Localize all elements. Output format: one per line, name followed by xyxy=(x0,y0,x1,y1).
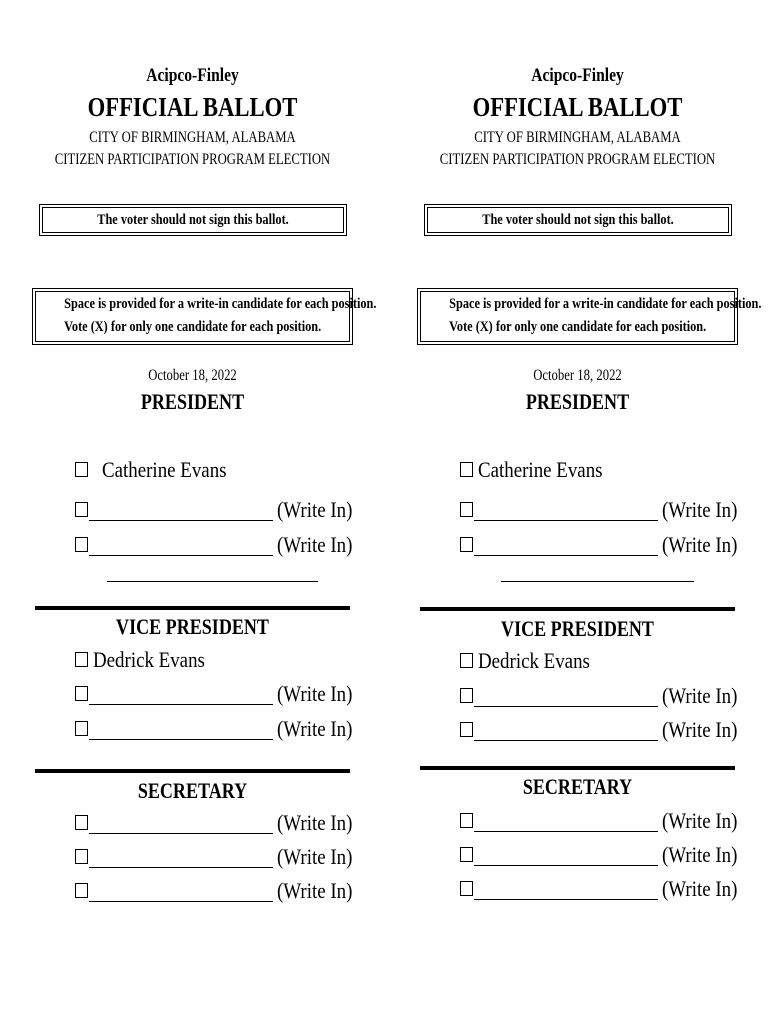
candidate-name: Dedrick Evans xyxy=(478,648,590,673)
write-in-row xyxy=(460,876,760,906)
write-in-line[interactable] xyxy=(89,555,273,556)
write-in-line[interactable] xyxy=(474,740,658,741)
write-in-row xyxy=(75,497,375,527)
city-name: CITY OF BIRMINGHAM, ALABAMA xyxy=(474,129,681,146)
write-in-label: (Write In) xyxy=(277,844,353,869)
write-in-notice-line-1: Space is provided for a write-in candidate for each position. xyxy=(449,296,762,312)
write-in-line[interactable] xyxy=(474,865,658,866)
office-title-president: PRESIDENT xyxy=(140,389,245,414)
election-date: October 18, 2022 xyxy=(533,367,622,384)
candidate-name: Catherine Evans xyxy=(478,457,603,482)
write-in-row xyxy=(75,844,375,874)
vote-checkbox[interactable] xyxy=(75,721,88,736)
write-in-row xyxy=(460,842,760,872)
write-in-row xyxy=(75,681,375,711)
write-in-line[interactable] xyxy=(474,706,658,707)
write-in-label: (Write In) xyxy=(662,876,738,901)
no-sign-notice-text: The voter should not sign this ballot. xyxy=(97,212,289,228)
write-in-label: (Write In) xyxy=(277,532,353,557)
no-sign-notice xyxy=(42,207,344,233)
write-in-line[interactable] xyxy=(89,833,273,834)
ballot-title: OFFICIAL BALLOT xyxy=(87,92,298,122)
vote-checkbox[interactable] xyxy=(75,686,88,701)
office-title-president: PRESIDENT xyxy=(525,389,630,414)
election-name: CITIZEN PARTICIPATION PROGRAM ELECTION xyxy=(54,151,331,168)
write-in-row xyxy=(75,532,375,562)
write-in-row xyxy=(460,532,760,562)
section-rule xyxy=(501,581,694,582)
vote-checkbox[interactable] xyxy=(460,653,473,668)
office-title-secretary: SECRETARY xyxy=(522,774,633,799)
section-divider xyxy=(420,766,735,770)
write-in-label: (Write In) xyxy=(662,497,738,522)
write-in-notice xyxy=(35,291,377,342)
write-in-notice-line-2: Vote (X) for only one candidate for each position. xyxy=(449,319,707,335)
office-title-vice-president: VICE PRESIDENT xyxy=(501,616,654,641)
write-in-label: (Write In) xyxy=(277,810,353,835)
vote-checkbox[interactable] xyxy=(460,502,473,517)
write-in-label: (Write In) xyxy=(662,808,738,833)
vote-checkbox[interactable] xyxy=(75,849,88,864)
vote-checkbox[interactable] xyxy=(75,462,88,477)
office-title-secretary: SECRETARY xyxy=(137,778,248,803)
vote-checkbox[interactable] xyxy=(75,537,88,552)
write-in-notice-line-2: Vote (X) for only one candidate for each position. xyxy=(64,319,322,335)
write-in-line[interactable] xyxy=(474,555,658,556)
section-rule xyxy=(107,581,318,582)
write-in-label: (Write In) xyxy=(277,878,353,903)
district-name: Acipco-Finley xyxy=(146,65,239,86)
candidate-name: Dedrick Evans xyxy=(93,647,205,672)
write-in-row xyxy=(460,497,760,527)
city-name: CITY OF BIRMINGHAM, ALABAMA xyxy=(89,129,296,146)
vote-checkbox[interactable] xyxy=(75,502,88,517)
district-name: Acipco-Finley xyxy=(531,65,624,86)
write-in-notice xyxy=(420,291,762,342)
candidate-row xyxy=(460,457,760,487)
write-in-label: (Write In) xyxy=(277,716,353,741)
write-in-line[interactable] xyxy=(89,739,273,740)
write-in-row xyxy=(75,716,375,746)
section-divider xyxy=(420,607,735,611)
vote-checkbox[interactable] xyxy=(75,815,88,830)
write-in-label: (Write In) xyxy=(277,681,353,706)
write-in-row xyxy=(460,808,760,838)
vote-checkbox[interactable] xyxy=(460,881,473,896)
vote-checkbox[interactable] xyxy=(460,462,473,477)
election-date: October 18, 2022 xyxy=(148,367,237,384)
ballot-title: OFFICIAL BALLOT xyxy=(472,92,683,122)
write-in-line[interactable] xyxy=(474,520,658,521)
write-in-line[interactable] xyxy=(89,704,273,705)
office-title-vice-president: VICE PRESIDENT xyxy=(116,614,269,639)
write-in-line[interactable] xyxy=(89,520,273,521)
candidate-name: Catherine Evans xyxy=(102,457,227,482)
write-in-notice-line-1: Space is provided for a write-in candidate for each position. xyxy=(64,296,377,312)
write-in-row xyxy=(75,878,375,908)
vote-checkbox[interactable] xyxy=(75,883,88,898)
write-in-line[interactable] xyxy=(89,901,273,902)
section-divider xyxy=(35,769,350,773)
write-in-line[interactable] xyxy=(474,831,658,832)
vote-checkbox[interactable] xyxy=(460,722,473,737)
candidate-row xyxy=(75,647,375,677)
write-in-label: (Write In) xyxy=(277,497,353,522)
ballot-right xyxy=(385,0,770,1024)
vote-checkbox[interactable] xyxy=(460,537,473,552)
write-in-row xyxy=(460,683,760,713)
vote-checkbox[interactable] xyxy=(460,688,473,703)
candidate-row xyxy=(460,648,760,678)
vote-checkbox[interactable] xyxy=(460,847,473,862)
no-sign-notice xyxy=(427,207,729,233)
write-in-label: (Write In) xyxy=(662,717,738,742)
write-in-row xyxy=(460,717,760,747)
write-in-row xyxy=(75,810,375,840)
vote-checkbox[interactable] xyxy=(460,813,473,828)
vote-checkbox[interactable] xyxy=(75,652,88,667)
write-in-label: (Write In) xyxy=(662,842,738,867)
write-in-label: (Write In) xyxy=(662,683,738,708)
write-in-line[interactable] xyxy=(89,867,273,868)
section-divider xyxy=(35,606,350,610)
no-sign-notice-text: The voter should not sign this ballot. xyxy=(482,212,674,228)
write-in-line[interactable] xyxy=(474,899,658,900)
write-in-label: (Write In) xyxy=(662,532,738,557)
election-name: CITIZEN PARTICIPATION PROGRAM ELECTION xyxy=(439,151,716,168)
candidate-row xyxy=(75,457,375,487)
